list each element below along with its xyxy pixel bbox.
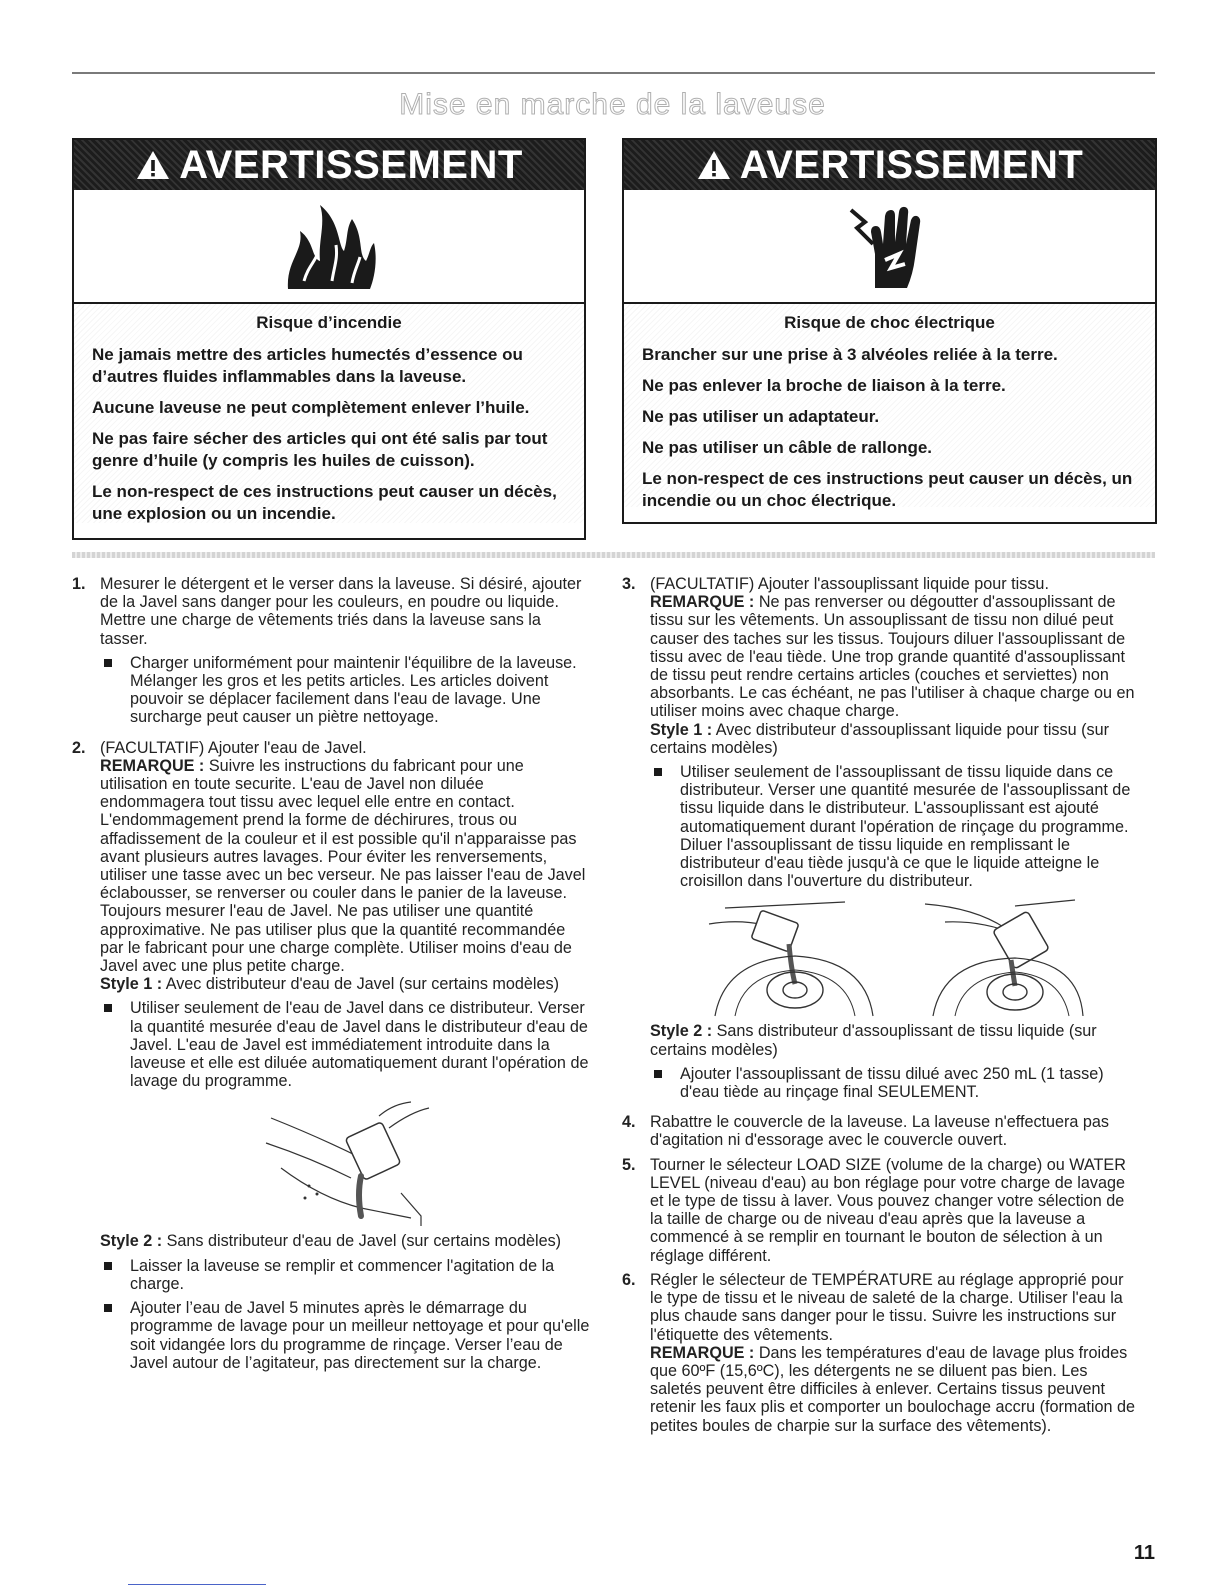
bullet-text: Utiliser seulement de l'eau de Javel dans ce distributeur. Verser la quantité mesurée d'eau de Javel dans le distributeur d'eau de Javel. L'eau de Javel est immédiatement introduite dans la laveuse et elle est diluée automatiquement durant l'opération de lavage du programme. [130,999,589,1091]
risk-title: Risque d’incendie [256,313,402,332]
note-label: REMARQUE : [100,756,205,775]
warning-triangle-icon [696,149,732,181]
step-number: 3. [622,575,636,593]
bullet-text: Utiliser seulement de l'assouplissant de tissu liquide dans ce distributeur. Verser une quantité mesurée de l'assouplissant de tissu liquide dans le distributeur. L'assouplissant est ajouté automatiquement durant l'opération de rinçage du programme. Diluer l'assouplissant de tissu liquide en remplissant le distributeur d'eau tiède jusqu'à ce que le liquide atteigne le croisillon dans l'ouverture du distributeur. [680,763,1131,891]
bleach-dispenser-illustration [100,1098,592,1228]
warning-text [74,304,584,523]
bullet-square-icon [100,1299,130,1372]
page-number: 11 [1133,1542,1155,1564]
fire-icon-area [74,190,584,304]
electric-shock-icon [845,198,935,294]
bullet-text: Charger uniformément pour maintenir l'équilibre de la laveuse. Mélanger les gros et les petits articles. Les articles doivent pouvoir se déplacer facilement dans l'eau de lavage. Une surcharge peut causer un piètre nettoyage. [130,653,577,727]
style-paragraph [100,975,592,993]
warning-header-label: AVERTISSEMENT [179,142,523,187]
page-title: Mise en marche de la laveuse [399,88,826,121]
warning-line: Brancher sur une prise à 3 alvéoles reliée à la terre. [642,345,1058,364]
bullet-square-icon [650,763,680,890]
style-label: Style 2 : [100,1232,163,1251]
bullet-text: Laisser la laveuse se remplir et commencer l'agitation de la charge. [130,1256,555,1293]
bullet-item [100,1257,592,1293]
note-text: Ne pas renverser ou dégoutter d'assouplissant de tissu sur les vêtements. Un assouplissant de tissu non dilué peut causer des taches sur les tissus. Toujours diluer l'assouplissant de tissu avec de l'eau tiède. Une trop grande quantité d'assouplissant de tissu peut rendre certains articles (couches et serviettes) non absorbants. Le cas échéant, ne pas l'utiliser à chaque charge ou en utiliser moins avec chaque charge. [650,593,1135,721]
style-paragraph [650,1022,1140,1058]
risk-title: Risque de choc électrique [784,313,995,332]
warning-line: Ne jamais mettre des articles humectés d’essence ou d’autres fluides inflammables dans la laveuse. [92,345,523,386]
section-divider [72,552,1155,558]
step-text: Mesurer le détergent et le verser dans la laveuse. Si désiré, ajouter de la Javel sans danger pour les couleurs, en poudre ou liquide. Mettre une charge de vêtements triés dans la laveuse sans la tasser. [100,575,582,648]
step-text: Rabattre le couvercle de la laveuse. La laveuse n'effectuera pas d'agitation ni d'essorage avec le couvercle ouvert. [650,1113,1110,1150]
style-text: Sans distributeur d'eau de Javel (sur certains modèles) [166,1232,562,1251]
step-number: 1. [72,575,86,593]
step-text: Régler le sélecteur de TEMPÉRATURE au réglage approprié pour le type de tissu et le niveau de saleté de la charge. Utiliser l'eau la plus chaude sans danger pour le tissu. Suivre les instructions sur l'étiquette des vêtements. [650,1270,1124,1344]
style-text: Avec distributeur d'eau de Javel (sur certains modèles) [165,975,559,994]
bullet-item [100,654,592,727]
fire-icon [274,201,384,291]
softener-dispenser-illustrations [650,898,1140,1018]
note-label: REMARQUE : [650,1343,755,1362]
electric-icon-area [624,190,1155,304]
warning-line: Aucune laveuse ne peut complètement enlever l’huile. [92,398,530,417]
warning-line: Ne pas utiliser un adaptateur. [642,407,880,426]
step-4 [622,1113,1140,1149]
step-5 [622,1156,1140,1265]
bullet-item [650,763,1140,890]
warning-header [624,140,1155,190]
bullet-text: Ajouter l’eau de Javel 5 minutes après le démarrage du programme de lavage pour un meilleur nettoyage et pour qu'elle soit vidangée lors du programme de rinçage. Verser l’eau de Javel autour de l’agitateur, pas directement sur la charge. [130,1299,590,1372]
bullet-item [100,1299,592,1372]
note-text: Dans les températures d'eau de lavage plus froides que 60ºF (15,6ºC), les détergents ne se diluent pas bien. Les saletés peuvent être difficiles à enlever. Certains tissus peuvent retenir les faux plis et comporter un boulochage accru (formation de petites boules de charpie sur la surface des vêtements). [650,1343,1135,1435]
pouring-measuring-cup-illustration [915,898,1085,1018]
note-label: REMARQUE : [650,593,755,612]
style-text: Sans distributeur d'assouplissant de tissu liquide (sur certains modèles) [650,1022,1097,1059]
step-text: (FACULTATIF) Ajouter l'eau de Javel. [100,738,367,757]
warning-header [74,140,584,190]
warning-line: Le non-respect de ces instructions peut causer un décès, un incendie ou un choc électrique. [642,469,1133,510]
warning-line: Ne pas enlever la broche de liaison à la terre. [642,376,1006,395]
warning-line: Le non-respect de ces instructions peut causer un décès, une explosion ou un incendie. [92,482,557,523]
style-label: Style 1 : [650,720,713,739]
note-paragraph [650,593,1140,720]
step-number: 6. [622,1270,636,1289]
note-text: Suivre les instructions du fabricant pour une utilisation en toute securite. L'eau de Javel non diluée endommagera tout tissu avec lequel elle entre en contact. L'endommagement prend la forme de déchirures, trous ou affadissement de la couleur et il est possible qu'il n'apparaisse pas avant plusieurs autres lavages. Pour éviter les renversements, utiliser une tasse avec un bec verseur. Ne pas laisser l'eau de Javel éclabousser, se renverser ou couler dans le panier de la laveuse. Toujours mesurer l'eau de Javel. Ne pas utiliser une quantité approximative. Ne pas utiliser plus que la quantité recommandée par le fabricant pour une charge complète. Utiliser moins d'eau de Javel avec une plus petite charge. [100,756,586,976]
warning-text [624,304,1155,510]
warning-line: Ne pas faire sécher des articles qui ont été salis par tout genre d’huile (y compris les huiles de cuisson). [92,429,548,470]
pouring-softener-illustration [705,898,875,1018]
step-number: 2. [72,738,86,757]
left-column [72,575,592,1384]
bullet-square-icon [100,1257,130,1293]
fire-warning-box [72,138,586,540]
style-paragraph [650,721,1140,757]
warning-triangle-icon [135,149,171,181]
step-2 [72,739,592,1378]
step-text: Tourner le sélecteur LOAD SIZE (volume de la charge) ou WATER LEVEL (niveau d'eau) au bon réglage pour votre charge de lavage et le type de tissu à laver. Vous pouvez changer votre sélection de la taille de charge ou de niveau d'eau après que la laveuse a commencé à se remplir en tournant le bouton de sélection à un réglage différent. [650,1155,1126,1265]
bullet-square-icon [100,999,130,1090]
step-number: 5. [622,1155,636,1174]
bullet-item [650,1065,1140,1101]
note-paragraph [100,757,592,975]
step-number: 4. [622,1113,636,1132]
pouring-bleach-illustration [261,1098,431,1228]
bullet-item [100,999,592,1090]
top-rule [72,72,1155,74]
style-label: Style 2 : [650,1022,713,1041]
right-column [622,575,1140,1441]
style-text: Avec distributeur d'assouplissant liquide pour tissu (sur certains modèles) [650,720,1109,757]
warning-line: Ne pas utiliser un câble de rallonge. [642,438,933,457]
bullet-text: Ajouter l'assouplissant de tissu dilué avec 250 mL (1 tasse) d'eau tiède au rinçage final SEULEMENT. [680,1064,1104,1102]
bullet-square-icon [650,1065,680,1101]
step-6 [622,1271,1140,1435]
electric-warning-box [622,138,1157,524]
style-paragraph [100,1232,592,1250]
step-3 [622,575,1140,1107]
style-label: Style 1 : [100,975,163,994]
bullet-square-icon [100,654,130,727]
note-paragraph [650,1344,1140,1435]
warning-header-label: AVERTISSEMENT [739,142,1084,187]
step-text: (FACULTATIF) Ajouter l'assouplissant liquide pour tissu. [650,575,1049,593]
step-1 [72,575,592,733]
